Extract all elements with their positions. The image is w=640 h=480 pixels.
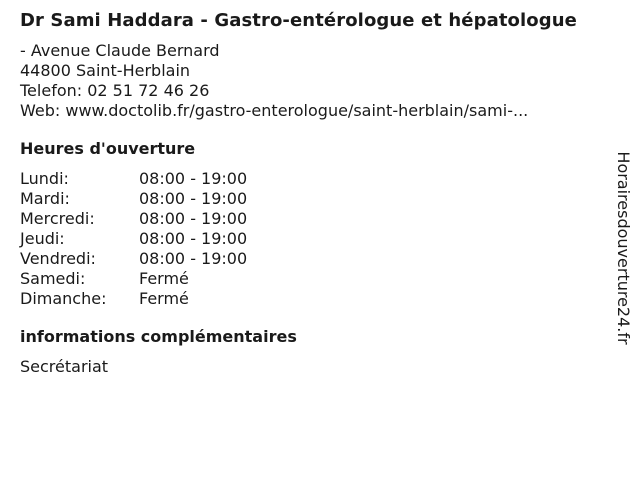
info-text: Secrétariat [20,357,109,376]
page-title: Dr Sami Haddara - Gastro-entérologue et hépatologue [20,10,577,31]
phone-number: Telefon: 02 51 72 46 26 [20,81,210,100]
time-value: 08:00 - 19:00 [139,209,248,228]
hours-table [20,169,610,309]
site-watermark: Horairesdouverture24.fr [614,151,633,345]
hours-row-wednesday [20,209,610,229]
time-value: 08:00 - 19:00 [139,189,248,208]
day-label: Mardi: [20,189,70,208]
day-label: Dimanche: [20,289,107,308]
day-label: Mercredi: [20,209,95,228]
hours-row-friday [20,249,610,269]
business-card [20,10,610,377]
time-value: Fermé [139,269,189,288]
address-city: 44800 Saint-Herblain [20,61,191,80]
contact-block [20,41,610,121]
day-label: Vendredi: [20,249,96,268]
hours-row-tuesday [20,189,610,209]
hours-row-sunday [20,289,610,309]
day-label: Jeudi: [20,229,65,248]
info-heading: informations complémentaires [20,327,297,346]
hours-row-monday [20,169,610,189]
time-value: Fermé [139,289,189,308]
hours-row-saturday [20,269,610,289]
hours-row-thursday [20,229,610,249]
address-street: - Avenue Claude Bernard [20,41,220,60]
time-value: 08:00 - 19:00 [139,229,248,248]
time-value: 08:00 - 19:00 [139,169,248,188]
day-label: Lundi: [20,169,69,188]
website-link[interactable]: Web: www.doctolib.fr/gastro-enterologue/saint-herblain/sami-... [20,101,529,120]
time-value: 08:00 - 19:00 [139,249,248,268]
hours-heading: Heures d'ouverture [20,139,196,158]
day-label: Samedi: [20,269,86,288]
